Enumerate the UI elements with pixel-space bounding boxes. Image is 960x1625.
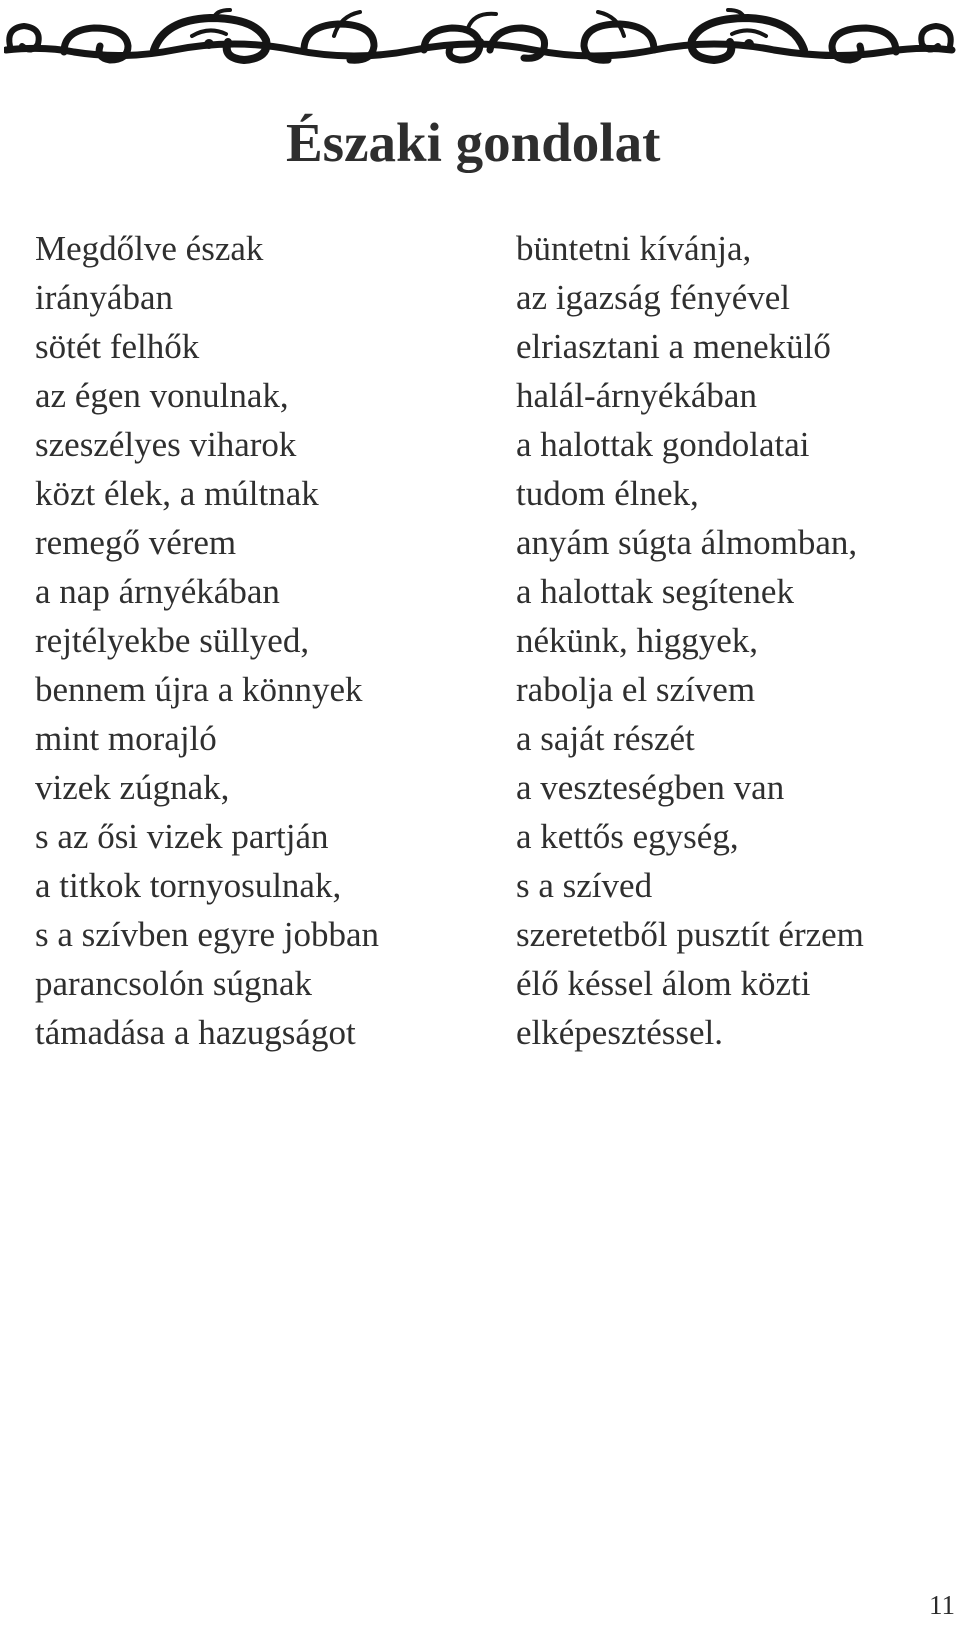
poem-line: elriasztani a menekülő bbox=[516, 327, 831, 366]
poem-line: rejtélyekbe süllyed, bbox=[35, 621, 310, 660]
poem-line: s a szíved bbox=[516, 866, 653, 905]
poem-line: nékünk, higgyek, bbox=[516, 621, 759, 660]
poem-line: vizek zúgnak, bbox=[35, 768, 230, 807]
poem-line: anyám súgta álmomban, bbox=[516, 523, 858, 562]
poem-line: a halottak gondolatai bbox=[516, 425, 810, 464]
poem-line: sötét felhők bbox=[35, 327, 200, 366]
poem-line: a saját részét bbox=[516, 719, 695, 758]
poem-line: az égen vonulnak, bbox=[35, 376, 289, 415]
poem-line: bennem újra a könnyek bbox=[35, 670, 363, 709]
poem-line: rabolja el szívem bbox=[516, 670, 756, 709]
poem-stanza-right bbox=[516, 224, 864, 1057]
poem-line: a kettős egység, bbox=[516, 817, 739, 856]
poem-line: elképesztéssel. bbox=[516, 1013, 723, 1052]
poem-line: a veszteségben van bbox=[516, 768, 785, 807]
poem-line: szeszélyes viharok bbox=[35, 425, 297, 464]
poem-line: a titkok tornyosulnak, bbox=[35, 866, 342, 905]
page-number: 11 bbox=[929, 1590, 955, 1620]
poem-line: irányában bbox=[35, 278, 173, 317]
poem-line: támadása a hazugságot bbox=[35, 1013, 356, 1052]
poem-line: büntetni kívánja, bbox=[516, 229, 752, 268]
poem-line: a halottak segítenek bbox=[516, 572, 794, 611]
poem-line: s az ősi vizek partján bbox=[35, 817, 329, 856]
poem-line: tudom élnek, bbox=[516, 474, 699, 513]
poem-line: élő késsel álom közti bbox=[516, 964, 811, 1003]
poem-line: halál-árnyékában bbox=[516, 376, 757, 415]
poem-line: s a szívben egyre jobban bbox=[35, 915, 380, 954]
poem-line: Megdőlve észak bbox=[35, 229, 264, 268]
scroll-ornament-icon bbox=[4, 6, 956, 70]
poem-stanza-left bbox=[35, 224, 379, 1057]
poem-line: szeretetből pusztít érzem bbox=[516, 915, 864, 954]
poem-line: parancsolón súgnak bbox=[35, 964, 313, 1003]
poem-line: mint morajló bbox=[35, 719, 217, 758]
poem-title: Északi gondolat bbox=[286, 112, 661, 173]
poem-line: a nap árnyékában bbox=[35, 572, 280, 611]
poem-line: közt élek, a múltnak bbox=[35, 474, 319, 513]
poem-line: remegő vérem bbox=[35, 523, 237, 562]
poem-line: az igazság fényével bbox=[516, 278, 791, 317]
